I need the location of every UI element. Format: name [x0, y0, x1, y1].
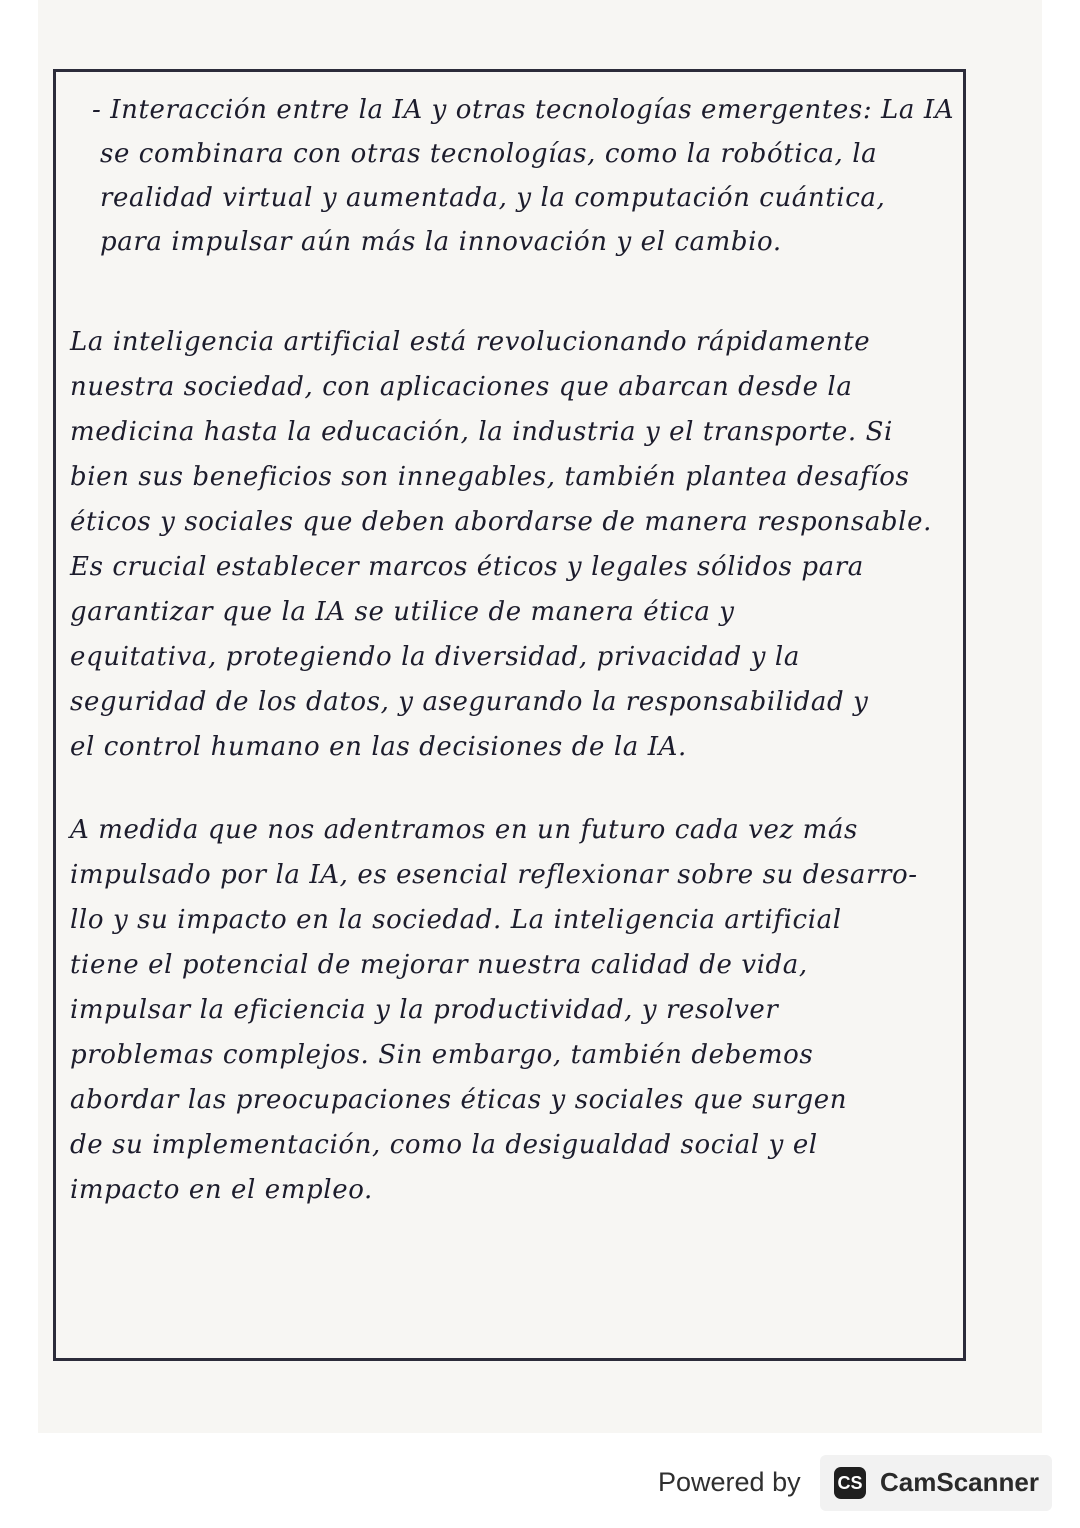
text-line: La inteligencia artificial está revolucionando rápidamente	[70, 327, 871, 357]
text-line: garantizar que la IA se utilice de manera ética y	[70, 597, 735, 627]
text-line: problemas complejos. Sin embargo, también debemos	[70, 1040, 814, 1070]
camscanner-brand	[820, 1455, 1052, 1511]
text-line: - Interacción entre la IA y otras tecnologías emergentes: La IA	[92, 95, 955, 125]
camscanner-logo-icon: CS	[834, 1467, 866, 1499]
scanner-footer	[0, 1455, 1080, 1515]
text-line: tiene el potencial de mejorar nuestra calidad de vida,	[70, 950, 808, 980]
text-line: nuestra sociedad, con aplicaciones que abarcan desde la	[70, 372, 853, 402]
text-line: se combinara con otras tecnologías, como la robótica, la	[100, 139, 878, 169]
text-line: equitativa, protegiendo la diversidad, privacidad y la	[70, 642, 800, 672]
text-line: el control humano en las decisiones de la IA.	[70, 732, 687, 762]
text-line: para impulsar aún más la innovación y el cambio.	[100, 227, 782, 257]
powered-by-label: Powered by	[658, 1467, 801, 1497]
text-line: impulsado por la IA, es esencial reflexionar sobre su desarro-	[70, 860, 918, 890]
text-line: impulsar la eficiencia y la productividad, y resolver	[70, 995, 779, 1025]
text-line: impacto en el empleo.	[70, 1175, 373, 1205]
text-line: seguridad de los datos, y asegurando la responsabilidad y	[70, 687, 869, 717]
camscanner-brand-name: CamScanner	[880, 1467, 1039, 1497]
text-line: bien sus beneficios son innegables, también plantea desafíos	[70, 462, 910, 492]
text-line: A medida que nos adentramos en un futuro cada vez más	[70, 815, 858, 845]
text-line: realidad virtual y aumentada, y la computación cuántica,	[100, 183, 886, 213]
text-line: llo y su impacto en la sociedad. La inteligencia artificial	[70, 905, 842, 935]
text-line: Es crucial establecer marcos éticos y legales sólidos para	[70, 552, 864, 582]
text-line: de su implementación, como la desigualdad social y el	[70, 1130, 818, 1160]
text-line: abordar las preocupaciones éticas y sociales que surgen	[70, 1085, 848, 1115]
text-line: éticos y sociales que deben abordarse de manera responsable.	[70, 507, 932, 537]
text-line: medicina hasta la educación, la industria y el transporte. Si	[70, 417, 893, 447]
